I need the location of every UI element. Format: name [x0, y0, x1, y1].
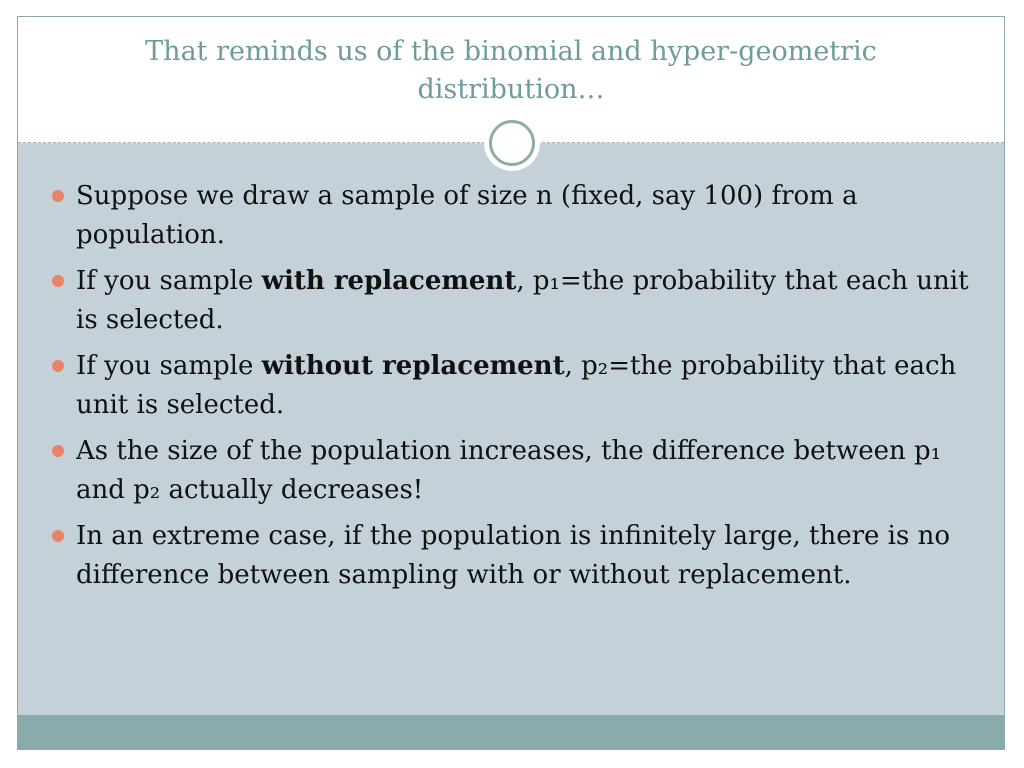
bullet-item — [50, 177, 974, 255]
bullet-item — [50, 347, 974, 425]
bullet-item — [50, 432, 974, 510]
bullet-emphasis: with replacement — [261, 266, 517, 296]
bullet-dot-icon — [52, 360, 64, 372]
bullet-emphasis: without replacement — [261, 351, 565, 381]
bullet-text-after: , p₁=the probability that each unit is selected. — [76, 266, 969, 335]
bullet-text-after: , p₂=the probability that each unit is selected. — [76, 351, 957, 420]
bullet-item — [50, 262, 974, 340]
bullet-text: Suppose we draw a sample of size n (fixed, say 100) from a population. — [76, 181, 858, 250]
circle-ornament-icon — [484, 115, 540, 171]
bullet-dot-icon — [52, 275, 64, 287]
slide-title: That reminds us of the binomial and hyper-geometric distribution… — [145, 36, 877, 105]
bullet-dot-icon — [52, 530, 64, 542]
bullet-text-before: If you sample — [76, 351, 262, 381]
bullet-text: As the size of the population increases, the difference between p₁ and p₂ actually decreases! — [76, 436, 942, 505]
bullet-item — [50, 517, 974, 595]
slide — [17, 16, 1005, 750]
bullet-list — [50, 177, 974, 595]
footer-bar — [18, 715, 1004, 749]
bullet-dot-icon — [52, 190, 64, 202]
bullet-dot-icon — [52, 445, 64, 457]
bullet-text-before: If you sample — [76, 266, 262, 296]
slide-content — [50, 177, 974, 602]
bullet-text: In an extreme case, if the population is infinitely large, there is no difference between sampling with or without replacement. — [76, 521, 950, 590]
ornament-ring — [489, 120, 535, 166]
